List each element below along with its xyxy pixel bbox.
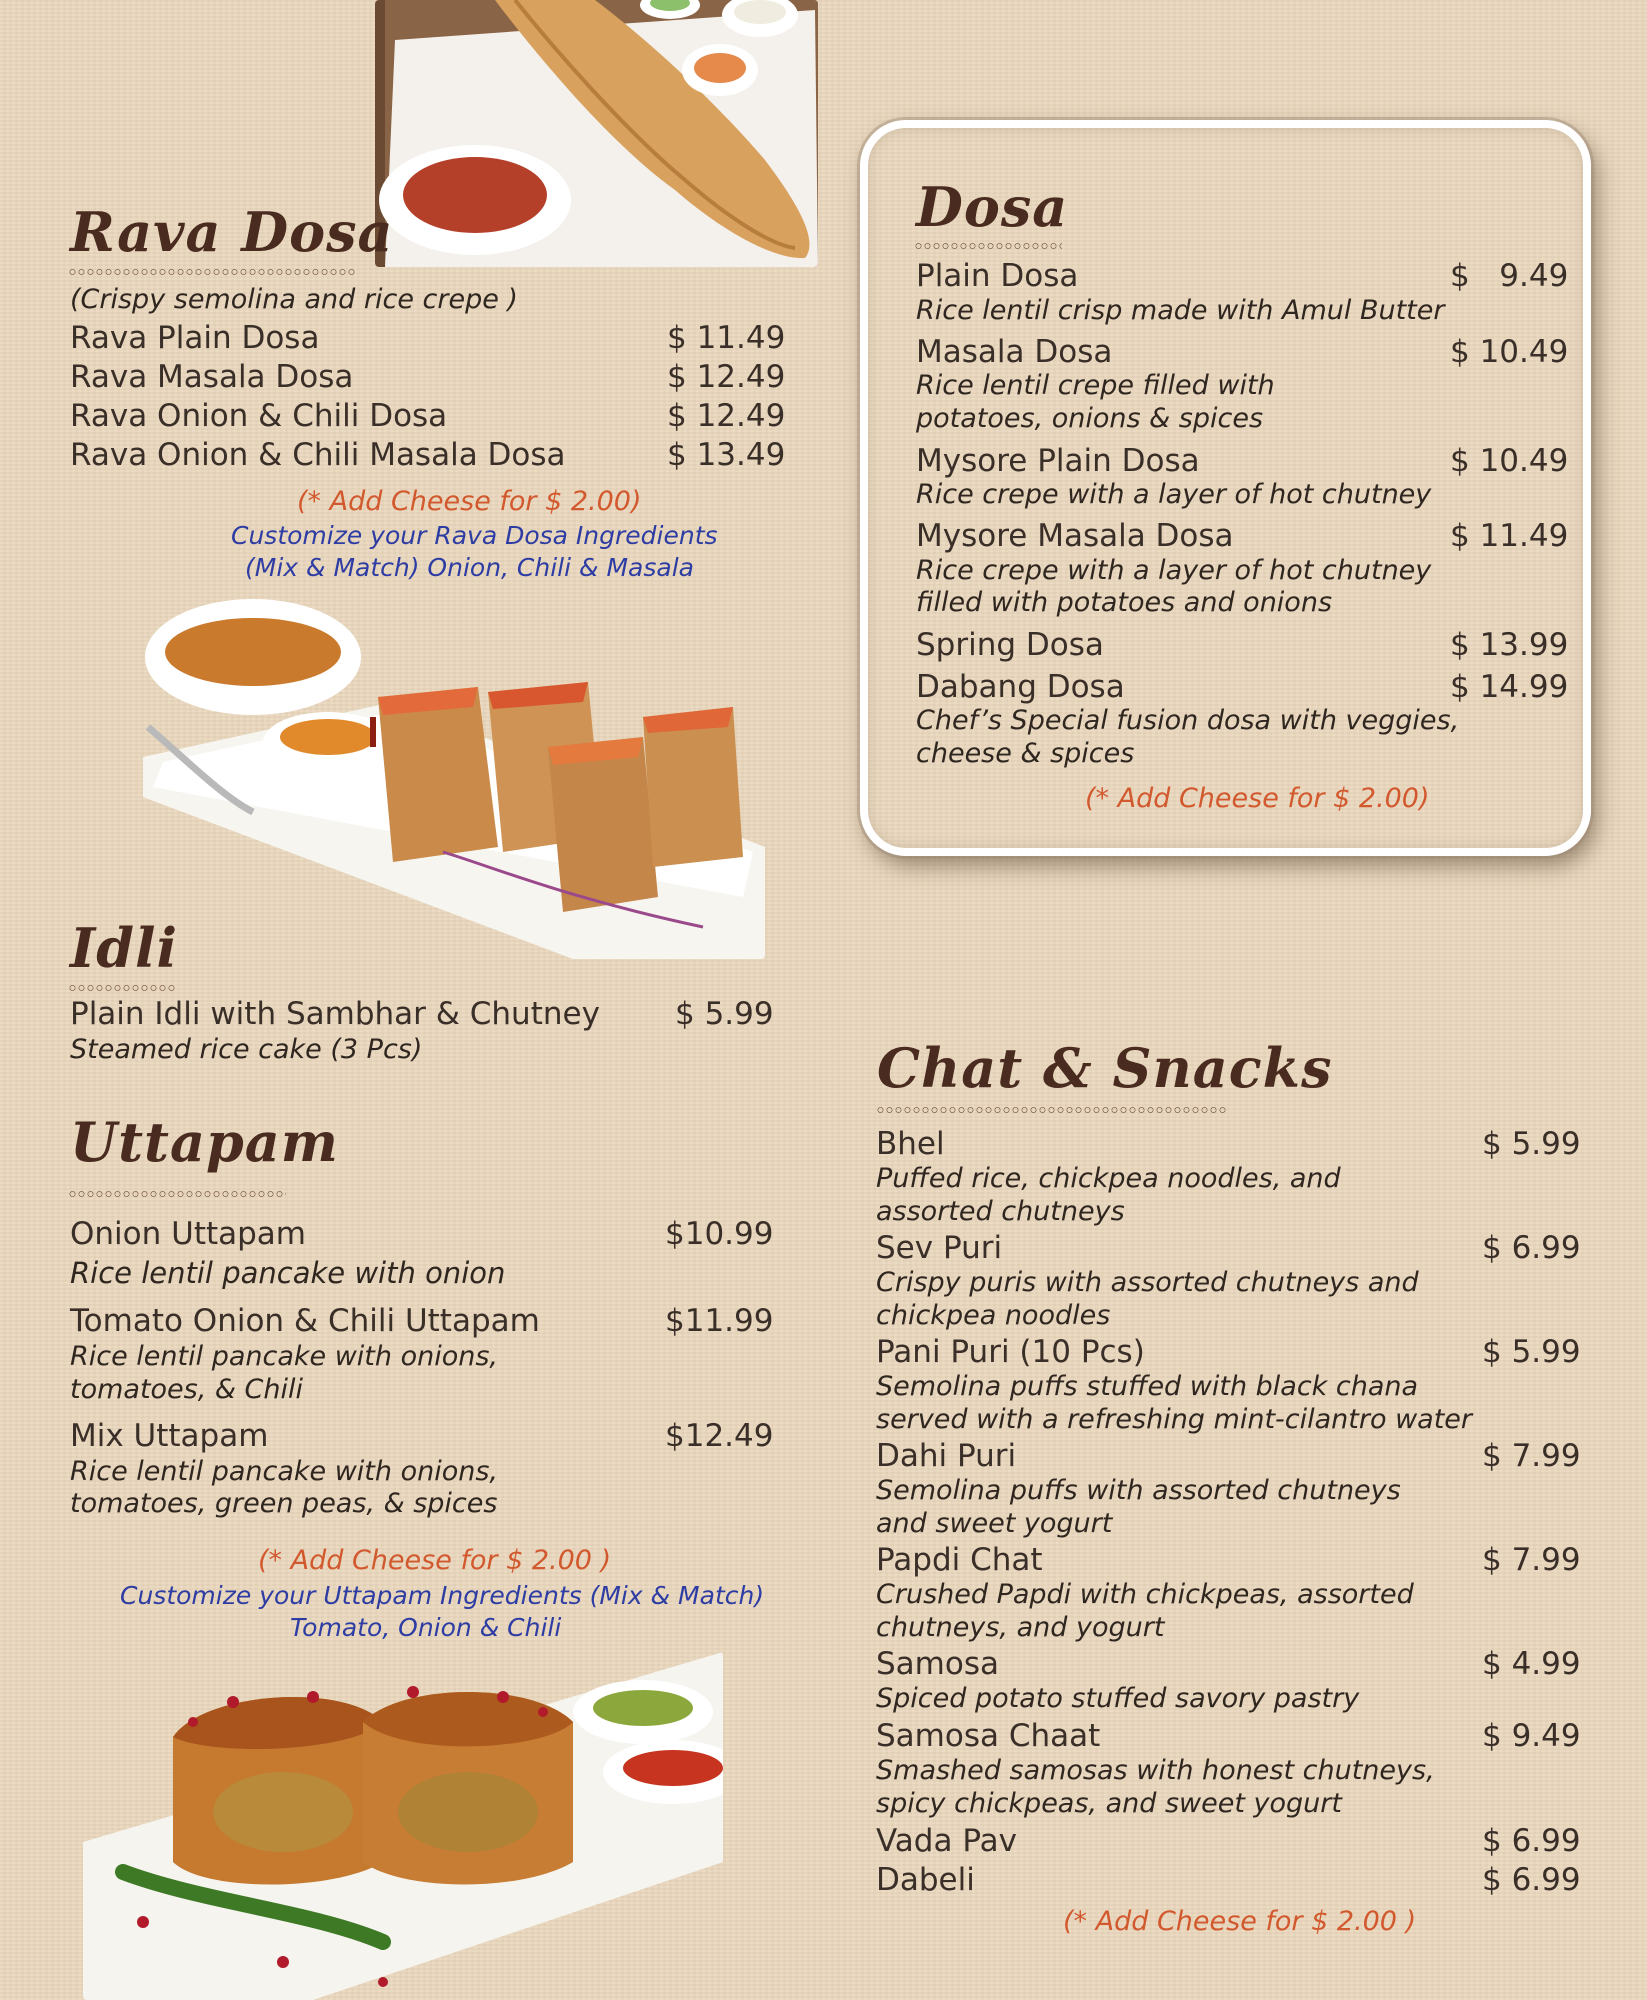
menu-item-price: $ 5.99 (1482, 1334, 1581, 1370)
menu-item-price: $ 11.49 (667, 320, 786, 356)
idli-underline (68, 984, 176, 992)
menu-item-name: Dahi Puri (876, 1438, 1017, 1474)
menu-item-description: potatoes, onions & spices (916, 403, 1264, 434)
menu-item-description: Rice lentil pancake with onions, (70, 1456, 498, 1487)
menu-item-description: filled with potatoes and onions (916, 587, 1333, 618)
menu-item-description: Crushed Papdi with chickpeas, assorted (876, 1579, 1414, 1610)
menu-item-description: assorted chutneys (876, 1196, 1125, 1227)
pav-photo (83, 1652, 723, 2000)
spring-dosa-photo (143, 597, 765, 959)
menu-item-price: $12.49 (665, 1418, 774, 1454)
menu-item-description: Semolina puffs stuffed with black chana (876, 1371, 1419, 1402)
menu-item-description: tomatoes, & Chili (70, 1374, 304, 1405)
chat-snacks-title: Chat & Snacks (877, 1036, 1333, 1100)
menu-item-price: $ 10.49 (1450, 334, 1569, 370)
menu-item-description: Semolina puffs with assorted chutneys (876, 1475, 1401, 1506)
menu-item-name: Mysore Plain Dosa (916, 443, 1200, 479)
dosa-cheese-note: (* Add Cheese for $ 2.00) (1085, 783, 1430, 814)
menu-item-description: Rice lentil pancake with onions, (70, 1341, 498, 1372)
chat-snacks-underline (876, 1106, 1226, 1114)
menu-item-price: $ 7.99 (1482, 1438, 1581, 1474)
menu-item-description: Puffed rice, chickpea noodles, and (876, 1163, 1341, 1194)
menu-item-name: Bhel (876, 1126, 945, 1162)
menu-item-price: $ 7.99 (1482, 1542, 1581, 1578)
menu-item-description: Rice lentil pancake with onion (70, 1256, 506, 1290)
rava-customize-line2: (Mix & Match) Onion, Chili & Masala (245, 553, 694, 582)
menu-item-price: $ 14.99 (1450, 669, 1569, 705)
menu-item-price: $ 12.49 (667, 398, 786, 434)
uttapam-cheese-note: (* Add Cheese for $ 2.00 ) (258, 1545, 612, 1576)
dosa-photo (375, 0, 818, 267)
menu-item-name: Plain Dosa (916, 258, 1079, 294)
menu-item-name: Plain Idli with Sambhar & Chutney (70, 996, 600, 1032)
menu-item-description: Rice lentil crepe filled with (916, 370, 1275, 401)
menu-item-description: cheese & spices (916, 738, 1135, 769)
menu-item-description: Rice crepe with a layer of hot chutney (916, 555, 1432, 586)
menu-item-description: Chef’s Special fusion dosa with veggies, (916, 705, 1460, 736)
menu-item-name: Dabang Dosa (916, 669, 1125, 705)
uttapam-underline (68, 1190, 286, 1198)
menu-item-description: Steamed rice cake (3 Pcs) (70, 1034, 423, 1065)
menu-item-price: $11.99 (665, 1303, 774, 1339)
uttapam-customize-line1: Customize your Uttapam Ingredients (Mix & Match) (120, 1581, 765, 1610)
uttapam-title: Uttapam (70, 1110, 339, 1174)
menu-item-name: Onion Uttapam (70, 1216, 306, 1252)
rava-dosa-title: Rava Dosa (70, 200, 394, 264)
menu-item-price: $ 9.49 (1450, 258, 1569, 294)
menu-item-price: $ 12.49 (667, 359, 786, 395)
menu-item-name: Vada Pav (876, 1823, 1017, 1859)
menu-item-name: Mix Uttapam (70, 1418, 269, 1454)
menu-item-name: Rava Onion & Chili Dosa (70, 398, 448, 434)
idli-title: Idli (70, 916, 179, 980)
menu-item-price: $ 5.99 (675, 996, 774, 1032)
rava-cheese-note: (* Add Cheese for $ 2.00) (297, 486, 642, 517)
menu-item-description: and sweet yogurt (876, 1508, 1113, 1539)
menu-item-name: Rava Plain Dosa (70, 320, 320, 356)
menu-item-price: $ 9.49 (1482, 1718, 1581, 1754)
menu-item-name: Samosa Chaat (876, 1718, 1101, 1754)
rava-customize-line1: Customize your Rava Dosa Ingredients (231, 521, 718, 550)
menu-item-price: $ 11.49 (1450, 518, 1569, 554)
menu-item-price: $ 13.49 (667, 437, 786, 473)
menu-item-price: $10.99 (665, 1216, 774, 1252)
menu-item-name: Papdi Chat (876, 1542, 1043, 1578)
menu-item-name: Sev Puri (876, 1230, 1003, 1266)
menu-item-description: chutneys, and yogurt (876, 1612, 1165, 1643)
menu-item-description: tomatoes, green peas, & spices (70, 1488, 498, 1519)
menu-item-name: Samosa (876, 1646, 999, 1682)
menu-item-name: Rava Masala Dosa (70, 359, 354, 395)
menu-item-description: spicy chickpeas, and sweet yogurt (876, 1788, 1342, 1819)
menu-item-description: Crispy puris with assorted chutneys and (876, 1267, 1419, 1298)
uttapam-customize-line2: Tomato, Onion & Chili (290, 1613, 562, 1642)
menu-item-name: Tomato Onion & Chili Uttapam (70, 1303, 540, 1339)
menu-item-price: $ 6.99 (1482, 1823, 1581, 1859)
menu-item-price: $ 5.99 (1482, 1126, 1581, 1162)
menu-item-name: Spring Dosa (916, 627, 1104, 663)
dosa-title: Dosa (916, 175, 1069, 239)
dosa-underline (914, 242, 1062, 250)
rava-dosa-underline (68, 268, 356, 276)
menu-item-name: Rava Onion & Chili Masala Dosa (70, 437, 566, 473)
menu-item-name: Mysore Masala Dosa (916, 518, 1234, 554)
menu-item-name: Pani Puri (10 Pcs) (876, 1334, 1145, 1370)
menu-item-description: Smashed samosas with honest chutneys, (876, 1755, 1435, 1786)
menu-item-description: Rice crepe with a layer of hot chutney (916, 479, 1432, 510)
menu-item-name: Masala Dosa (916, 334, 1113, 370)
menu-item-price: $ 10.49 (1450, 443, 1569, 479)
menu-item-description: chickpea noodles (876, 1300, 1111, 1331)
menu-item-description: Rice lentil crisp made with Amul Butter (916, 295, 1445, 326)
rava-dosa-subtitle: (Crispy semolina and rice crepe ) (70, 284, 518, 315)
menu-item-price: $ 6.99 (1482, 1230, 1581, 1266)
menu-item-price: $ 13.99 (1450, 627, 1569, 663)
menu-item-description: Spiced potato stuffed savory pastry (876, 1683, 1360, 1714)
menu-item-price: $ 4.99 (1482, 1646, 1581, 1682)
chat-cheese-note: (* Add Cheese for $ 2.00 ) (1063, 1906, 1417, 1937)
menu-item-price: $ 6.99 (1482, 1862, 1581, 1898)
menu-item-description: served with a refreshing mint-cilantro water (876, 1404, 1472, 1435)
menu-item-name: Dabeli (876, 1862, 975, 1898)
